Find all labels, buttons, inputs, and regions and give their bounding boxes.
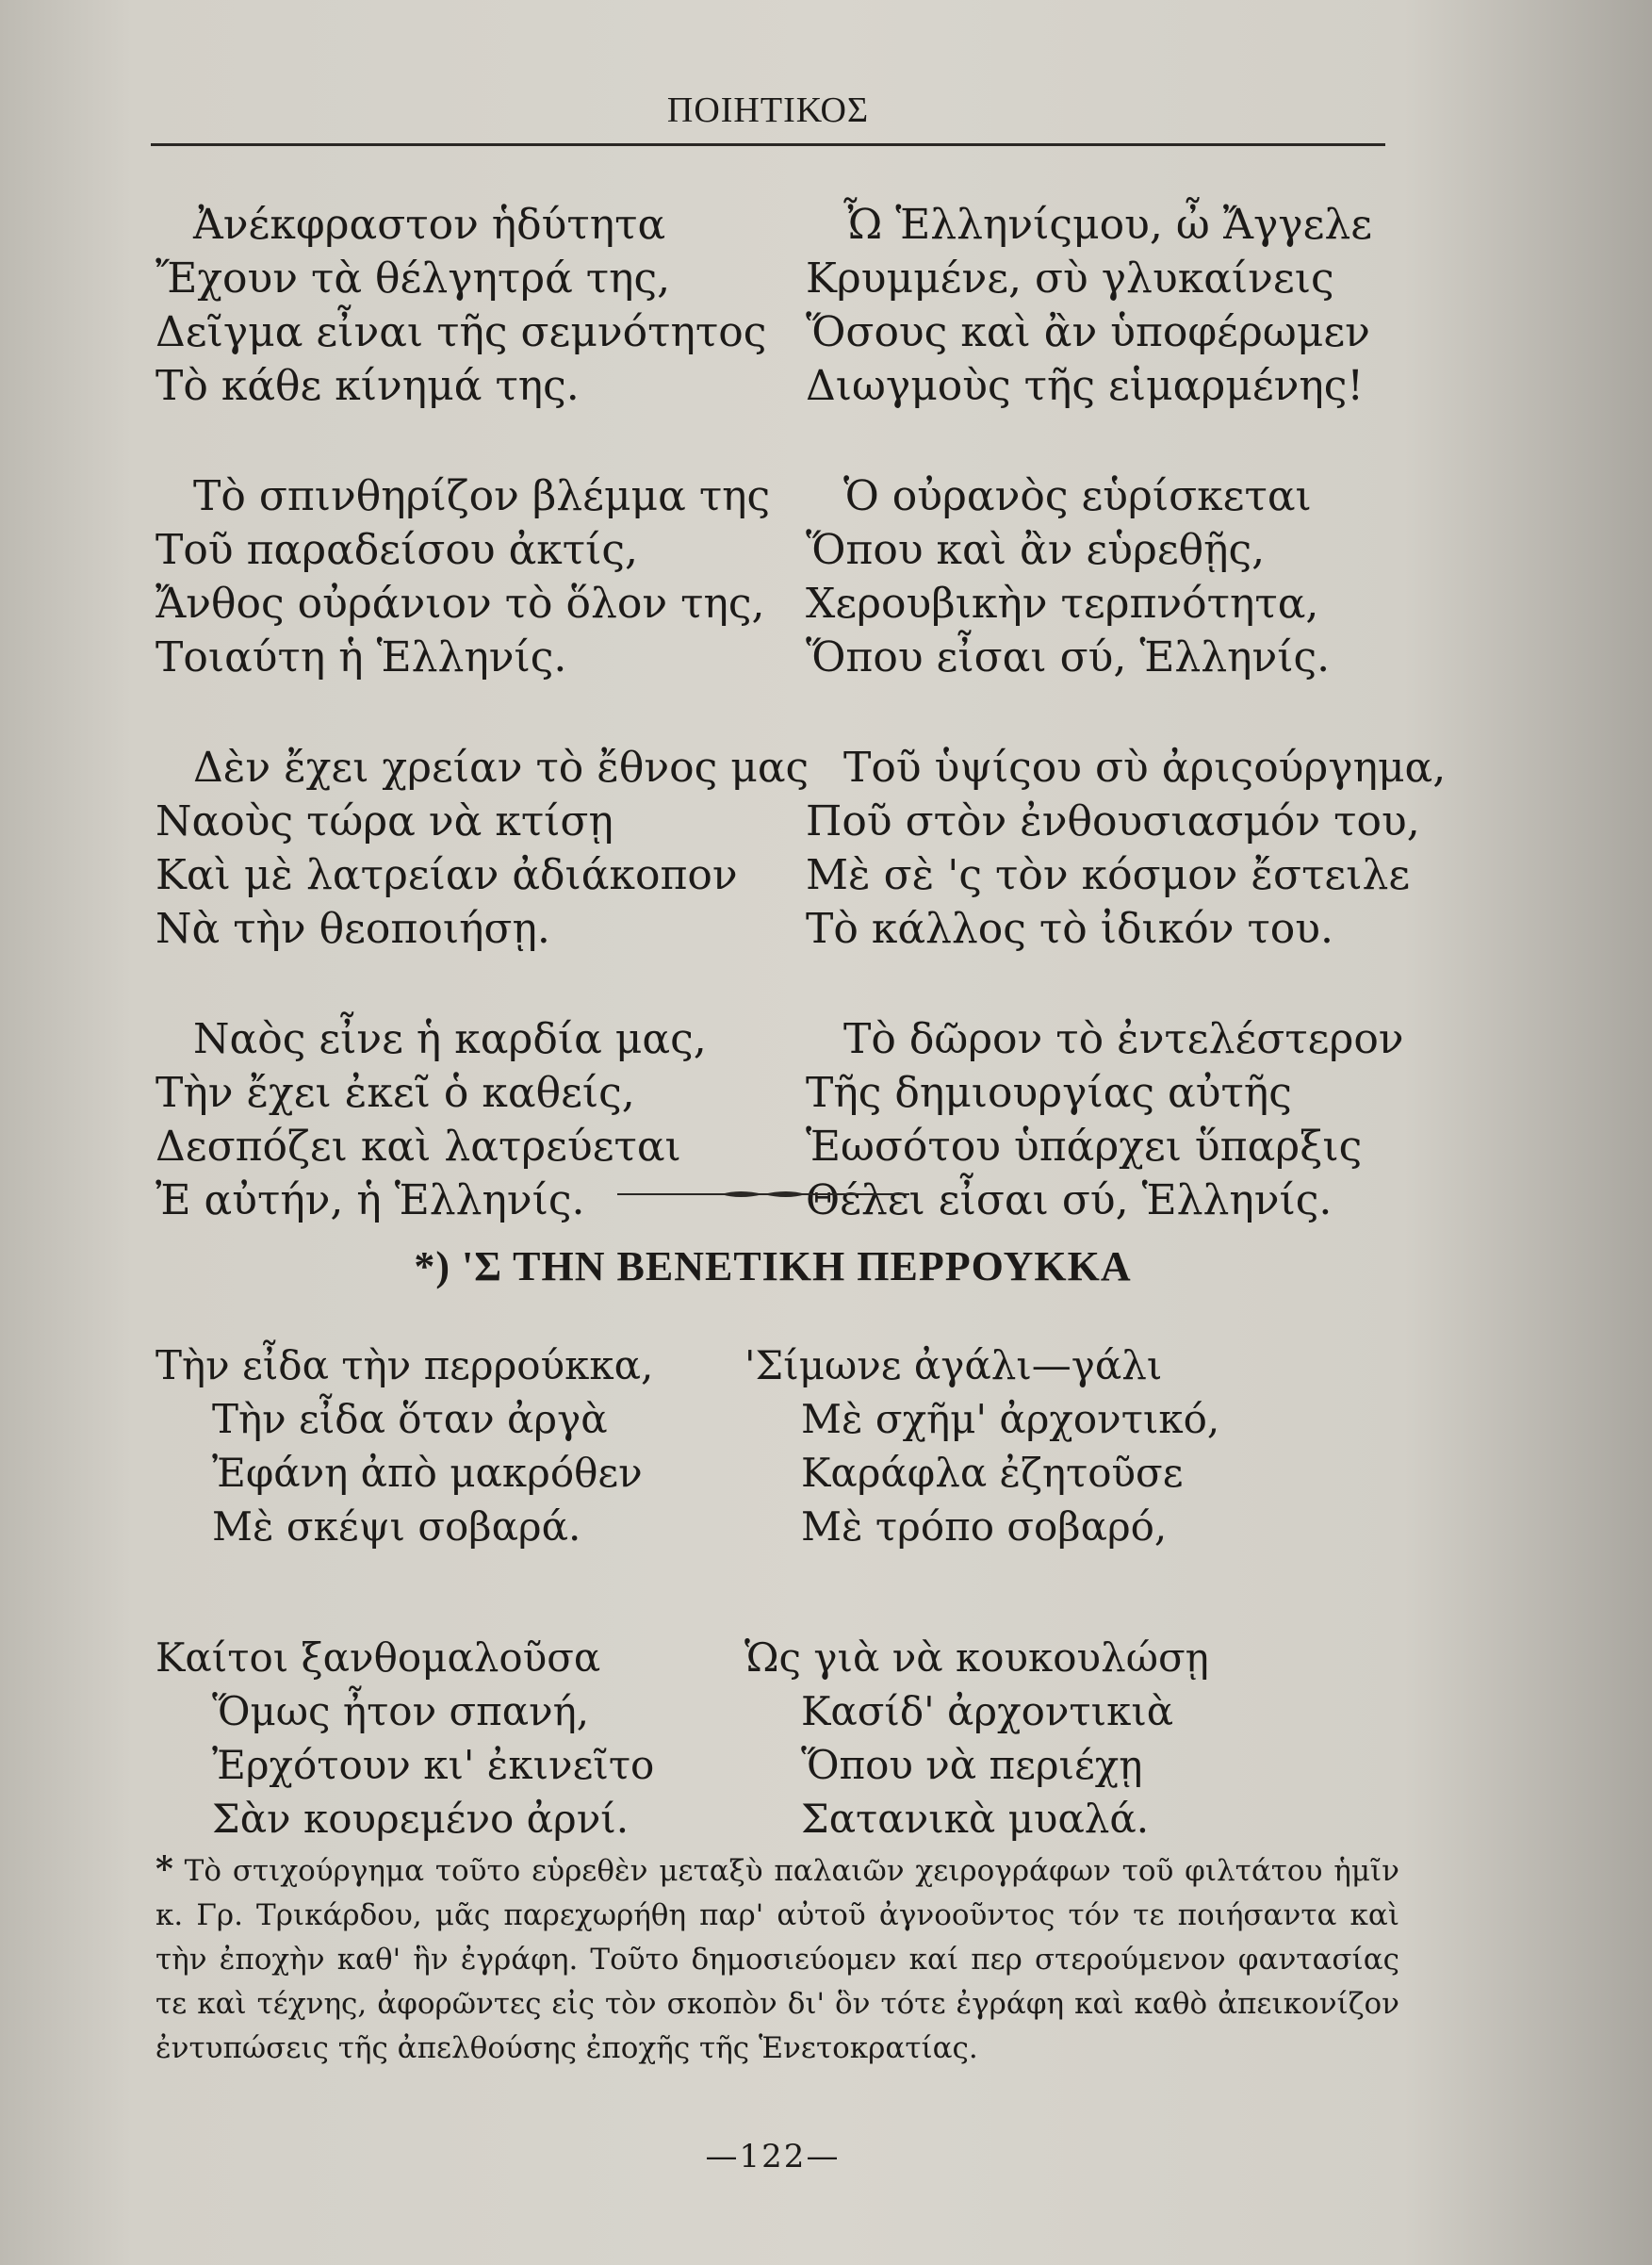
verse-line: Δὲν ἔχει χρείαν τὸ ἔθνος μας: [193, 744, 810, 792]
verse-line: Μὲ τρόπο σοβαρό,: [801, 1503, 1168, 1550]
verse-line: Τὸ δῶρον τὸ ἐντελέστερον: [843, 1015, 1404, 1063]
verse-line: Καίτοι ξανθομαλοῦσα: [155, 1634, 601, 1681]
verse-line: Ὡς γιὰ νὰ κουκουλώσῃ: [744, 1634, 1209, 1681]
verse-line: Τὴν ἔχει ἐκεῖ ὁ καθείς,: [155, 1069, 635, 1117]
page-number: —122—: [705, 2138, 841, 2175]
verse-line: Ὅμως ἦτον σπανή,: [212, 1688, 590, 1734]
verse-line: Χερουβικὴν τερπνότητα,: [806, 580, 1319, 628]
verse-line: Ὅσους καὶ ἂν ὑποφέρωμεν: [806, 308, 1370, 356]
verse-line: Ἐρχότουν κι' ἐκινεῖτο: [212, 1742, 655, 1788]
stanza: [155, 469, 771, 684]
verse-line: Κρυμμένε, σὺ γλυκαίνεις: [806, 254, 1334, 303]
verse-line: Ὅπου εἶσαι σύ, Ἑλληνίς.: [806, 633, 1331, 681]
verse-line: Ὅπου νὰ περιέχῃ: [801, 1742, 1143, 1788]
verse-line: Ἄνθος οὐράνιον τὸ ὅλον της,: [155, 580, 765, 628]
footnote: [155, 1847, 1399, 2071]
verse-line: Σὰν κουρεμένο ἀρνί.: [212, 1796, 630, 1842]
stanza: [744, 1631, 1366, 1846]
verse-line: Μὲ σκέψι σοβαρά.: [212, 1503, 581, 1550]
stanza: [155, 1338, 740, 1553]
verse-line: Ἐ αὐτήν, ἡ Ἑλληνίς.: [155, 1176, 585, 1224]
verse-line: Ναὸς εἶνε ἡ καρδία μας,: [193, 1015, 707, 1063]
verse-line: Ὅπου καὶ ἂν εὑρεθῇς,: [806, 526, 1266, 574]
verse-line: Δεσπόζει καὶ λατρεύεται: [155, 1123, 681, 1171]
poem2-left-column: [155, 1338, 740, 1923]
stanza: [806, 741, 1447, 956]
verse-line: Καὶ μὲ λατρείαν ἀδιάκοπον: [155, 851, 738, 899]
verse-line: Ὦ Ἑλληνίςμου, ὦ Ἄγγελε: [843, 201, 1373, 249]
stanza: [744, 1338, 1366, 1553]
poem1-right-column: [806, 198, 1447, 1284]
stanza: [155, 198, 767, 413]
verse-line: Θέλει εἶσαι σύ, Ἑλληνίς.: [806, 1176, 1333, 1224]
verse-line: Μὲ σὲ 'ς τὸν κόσμον ἔστειλε: [806, 851, 1411, 899]
verse-line: Τὸ κάθε κίνημά της.: [155, 362, 580, 410]
verse-line: Μὲ σχῆμ' ἀρχοντικό,: [801, 1396, 1220, 1442]
header-rule: [151, 143, 1385, 146]
poem2-title: *) 'Σ ΤΗΝ ΒΕΝΕΤΙΚΗ ΠΕΡΡΟΥΚΚΑ: [414, 1243, 1132, 1289]
stanza: [806, 469, 1409, 684]
verse-line: Ἐφάνη ἀπὸ μακρόθεν: [212, 1450, 643, 1496]
verse-line: Νὰ τὴν θεοποιήσῃ.: [155, 905, 550, 953]
footnote-text: Τὸ στιχούργημα τοῦτο εὑρεθὲν μεταξὺ παλαιῶν χειρογράφων τοῦ φιλτάτου ἡμῖν κ. Γρ. Τρικάρδου, μᾶς παρεχωρήθη παρ' αὐτοῦ ἀγνοοῦντος τόν τε ποιήσαντα καὶ τὴν ἐποχὴν καθ' ἣν ἐγράφη. Τοῦτο δημοσιεύομεν καί περ στερούμενον φαντασίας τε καὶ τέχνης, ἀφορῶντες εἰς τὸν σκοπὸν δι' ὃν τότε ἐγράφη καὶ καθὸ ἀπεικονίζον ἐντυπώσεις τῆς ἀπελθούσης ἐποχῆς τῆς Ἑνετοκρατίας.: [155, 1854, 1399, 2065]
verse-line: Διωγμοὺς τῆς εἱμαρμένης!: [806, 362, 1365, 410]
poem2-right-column: [744, 1338, 1366, 1923]
verse-line: Ναοὺς τώρα νὰ κτίσῃ: [155, 797, 613, 845]
verse-line: Τοῦ ὑψίςου σὺ ἀριςούργημα,: [843, 744, 1447, 792]
verse-line: Τὴν εἶδα ὅταν ἀργὰ: [212, 1396, 608, 1442]
verse-line: Τοῦ παραδείσου ἀκτίς,: [155, 526, 639, 574]
stanza: [155, 1631, 740, 1846]
ornament-divider: [617, 1190, 909, 1199]
poem1-left-column: [155, 198, 810, 1284]
verse-line: Σατανικὰ μυαλά.: [801, 1796, 1150, 1842]
stanza: [806, 198, 1409, 413]
footnote-marker: *: [155, 1849, 173, 1889]
verse-line: Ἑωσότου ὑπάρχει ὕπαρξις: [806, 1123, 1363, 1171]
verse-line: Ποῦ στὸν ἐνθουσιασμόν του,: [806, 797, 1420, 845]
verse-line: 'Σίμωνε ἀγάλι—γάλι: [744, 1342, 1163, 1388]
verse-line: Κασίδ' ἀρχοντικιὰ: [801, 1688, 1174, 1734]
verse-line: Ὁ οὐρανὸς εὑρίσκεται: [843, 472, 1312, 520]
verse-line: Τῆς δημιουργίας αὐτῆς: [806, 1069, 1292, 1117]
verse-line: Δεῖγμα εἶναι τῆς σεμνότητος: [155, 308, 767, 356]
verse-line: Τὴν εἶδα τὴν περρούκκα,: [155, 1342, 654, 1388]
verse-line: Ἔχουν τὰ θέλγητρά της,: [155, 254, 671, 303]
verse-line: Ἀνέκφραστον ἡδύτητα: [193, 201, 666, 249]
verse-line: Καράφλα ἐζητοῦσε: [801, 1450, 1184, 1496]
verse-line: Τὸ κάλλος τὸ ἰδικόν του.: [806, 905, 1334, 953]
verse-line: Τοιαύτη ἡ Ἑλληνίς.: [155, 633, 567, 681]
stanza: [155, 741, 810, 956]
running-title: ΠΟΙΗΤΙΚΟΣ: [666, 90, 870, 130]
verse-line: Τὸ σπινθηρίζον βλέμμα της: [193, 472, 771, 520]
